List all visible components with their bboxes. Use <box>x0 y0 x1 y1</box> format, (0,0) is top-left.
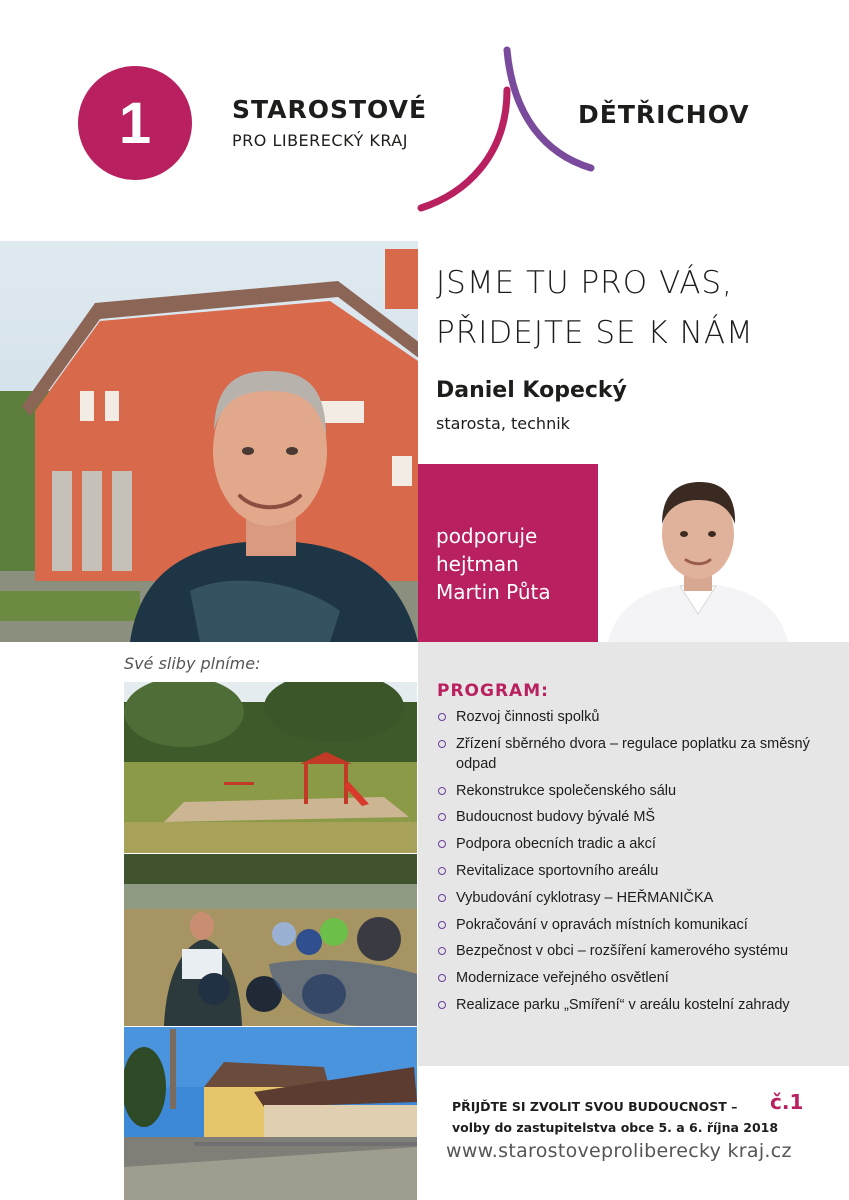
footer-list-number: č.1 <box>770 1090 804 1114</box>
brand-name: STAROSTOVÉ <box>232 95 428 124</box>
list-item: Rozvoj činnosti spolků <box>438 707 828 727</box>
candidate-role: starosta, technik <box>436 414 570 433</box>
list-item: Vybudování cyklotrasy – HEŘMANIČKA <box>438 888 828 908</box>
candidate-photo <box>0 241 418 642</box>
program-title: PROGRAM: <box>437 681 549 701</box>
footer-website-link[interactable]: www.starostoveproliberecky kraj.cz <box>446 1140 792 1162</box>
list-number-badge <box>78 66 192 180</box>
support-text <box>436 522 596 606</box>
list-item: Revitalizace sportovního areálu <box>438 861 828 881</box>
candidate-name: Daniel Kopecký <box>436 378 627 403</box>
list-number: 1 <box>118 90 152 156</box>
list-item: Pokračování v opravách místních komunikací <box>438 915 828 935</box>
support-line-2: hejtman <box>436 552 519 576</box>
village-building-photo <box>124 1027 417 1200</box>
footer-election-date: volby do zastupitelstva obce 5. a 6. října 2018 <box>452 1120 779 1135</box>
program-list <box>438 707 828 1022</box>
support-line-1: podporuje <box>436 524 538 548</box>
governor-photo <box>598 464 798 642</box>
promise-caption: Své sliby plníme: <box>124 654 261 673</box>
list-item: Modernizace veřejného osvětlení <box>438 968 828 988</box>
list-item: Bezpečnost v obci – rozšíření kamerového systému <box>438 941 828 961</box>
support-line-3: Martin Půta <box>436 580 551 604</box>
slogan-line-1: JSME TU PRO VÁS, <box>436 265 733 301</box>
playground-photo <box>124 682 417 853</box>
brand-subtitle: PRO LIBERECKÝ KRAJ <box>232 131 408 150</box>
list-item: Rekonstrukce společenského sálu <box>438 781 828 801</box>
list-item: Realizace parku „Smíření“ v areálu kostelní zahrady <box>438 995 828 1015</box>
footer-call-to-action: PŘIJĎTE SI ZVOLIT SVOU BUDOUCNOST – <box>452 1099 738 1114</box>
children-outing-photo <box>124 854 417 1026</box>
village-name: DĚTŘICHOV <box>578 100 750 129</box>
list-item: Podpora obecních tradic a akcí <box>438 834 828 854</box>
slogan-line-2: PŘIDEJTE SE K NÁM <box>436 315 754 351</box>
brand-logo-arcs <box>415 46 595 216</box>
list-item: Budoucnost budovy bývalé MŠ <box>438 807 828 827</box>
slogan <box>436 258 836 358</box>
list-item: Zřízení sběrného dvora – regulace poplatku za směsný odpad <box>438 734 828 774</box>
